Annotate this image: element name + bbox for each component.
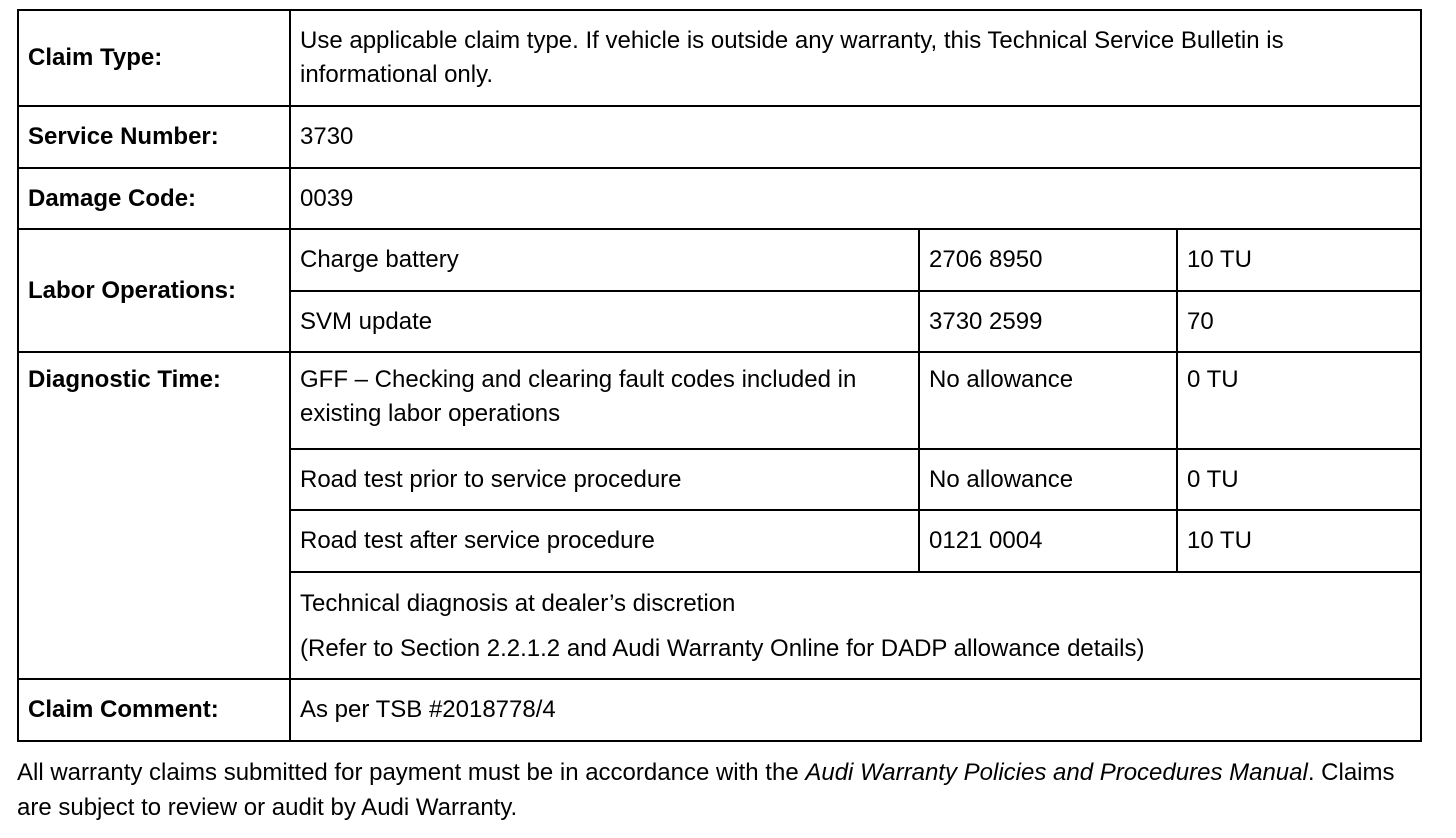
footer-manual-title: Audi Warranty Policies and Procedures Manual (805, 759, 1308, 786)
damage-code-row (18, 168, 1421, 229)
diagnostic-code: 0121 0004 (919, 510, 1177, 572)
claim-comment-label: Claim Comment: (18, 679, 290, 741)
service-number-value: 3730 (290, 106, 1421, 168)
warranty-claim-table (17, 9, 1422, 742)
diagnostic-time-row (18, 352, 1421, 449)
diagnostic-time-value: 0 TU (1177, 352, 1421, 449)
footer-text: All warranty claims submitted for payment must be in accordance with the (17, 759, 806, 786)
labor-operation-time: 70 (1177, 291, 1421, 352)
labor-operation-description: Charge battery (290, 229, 919, 291)
claim-comment-row (18, 679, 1421, 741)
service-number-label: Service Number: (18, 106, 290, 168)
claim-type-row (18, 10, 1421, 106)
diagnostic-note-line: Technical diagnosis at dealer’s discretion (300, 589, 736, 617)
diagnostic-description: Road test after service procedure (290, 510, 919, 572)
damage-code-label: Damage Code: (18, 168, 290, 229)
labor-operation-row (18, 229, 1421, 291)
claim-comment-value: As per TSB #2018778/4 (290, 679, 1421, 741)
claim-type-label: Claim Type: (18, 10, 290, 106)
warranty-footer-note (17, 755, 1427, 825)
diagnostic-code: No allowance (919, 352, 1177, 449)
labor-operation-code: 2706 8950 (919, 229, 1177, 291)
claim-type-value: Use applicable claim type. If vehicle is outside any warranty, this Technical Service Bulletin is informational only. (290, 10, 1421, 106)
labor-operation-description: SVM update (290, 291, 919, 352)
diagnostic-description: GFF – Checking and clearing fault codes included in existing labor operations (290, 352, 919, 449)
labor-operations-label: Labor Operations: (18, 229, 290, 352)
labor-operation-time: 10 TU (1177, 229, 1421, 291)
diagnostic-time-value: 10 TU (1177, 510, 1421, 572)
labor-operation-code: 3730 2599 (919, 291, 1177, 352)
diagnostic-time-label: Diagnostic Time: (18, 352, 290, 679)
diagnostic-note (290, 572, 1421, 679)
diagnostic-note-line: (Refer to Section 2.2.1.2 and Audi Warranty Online for DADP allowance details) (300, 634, 1145, 662)
diagnostic-code: No allowance (919, 449, 1177, 510)
service-number-row (18, 106, 1421, 168)
diagnostic-description: Road test prior to service procedure (290, 449, 919, 510)
footer-text: . Claims are subject to review or audit by Audi Warranty. (17, 759, 1395, 821)
diagnostic-time-value: 0 TU (1177, 449, 1421, 510)
damage-code-value: 0039 (290, 168, 1421, 229)
